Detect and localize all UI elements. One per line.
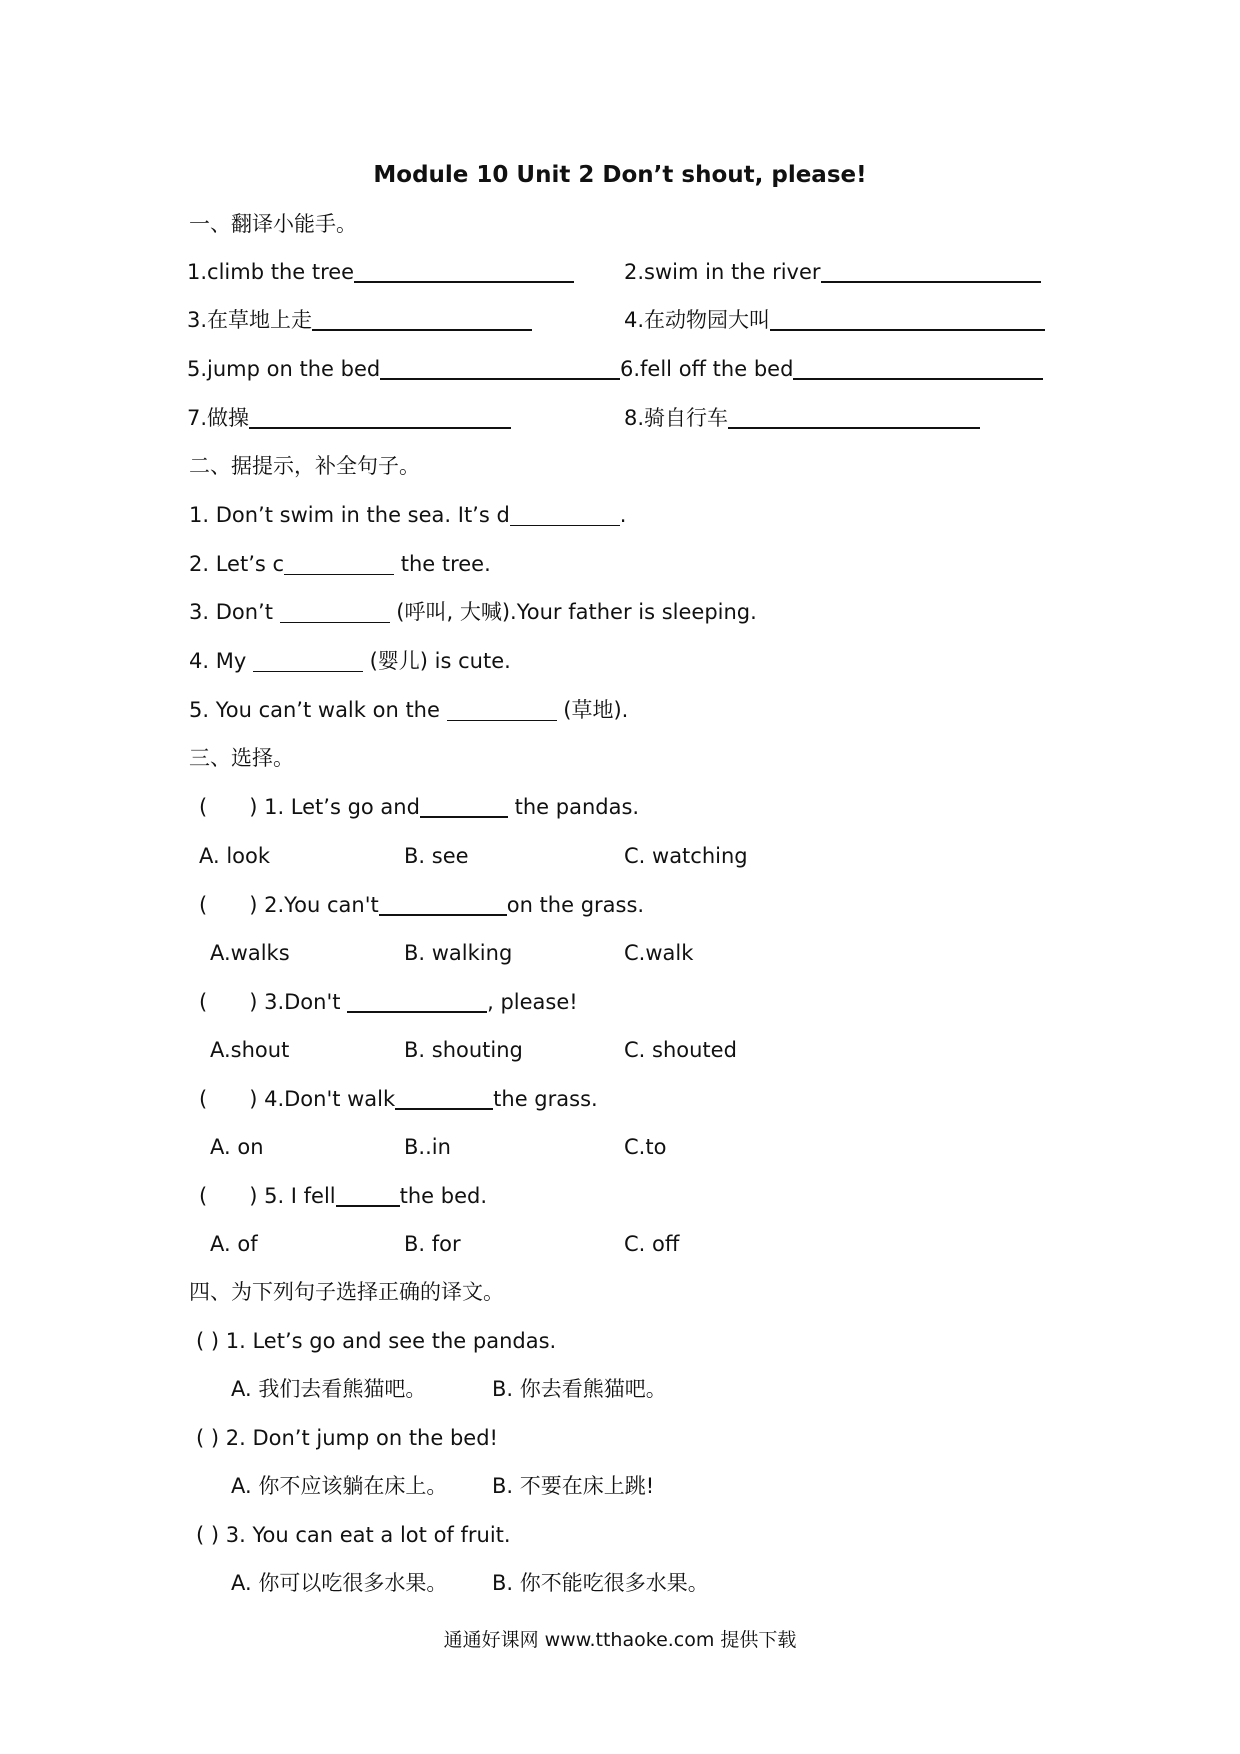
s1-item-4-text: 4.在动物园大叫 <box>624 308 771 332</box>
s3-q5-option-c: C. off <box>624 1232 680 1256</box>
s1-item-7-text: 7.做操 <box>187 406 250 430</box>
s1-item-1-text: 1.climb the tree <box>187 260 355 284</box>
s3-q2-option-a: A.walks <box>210 941 290 965</box>
s1-item-8-blank[interactable] <box>728 405 980 429</box>
s3-question-5 <box>199 1181 487 1211</box>
s2-item-3-blank[interactable] <box>280 600 390 623</box>
s2-item-1-post: . <box>619 503 627 527</box>
page-title: Module 10 Unit 2 Don’t shout, please! <box>373 162 867 188</box>
s1-item-3-text: 3.在草地上走 <box>187 308 313 332</box>
s4-q1-option-b: B. 你去看熊猫吧。 <box>492 1377 667 1401</box>
section-3-heading: 三、选择。 <box>189 746 294 770</box>
s3-q2-post: on the grass. <box>506 893 645 917</box>
section-4-heading: 四、为下列句子选择正确的译文。 <box>189 1280 504 1304</box>
s1-item-5 <box>187 354 620 384</box>
s4-q2-option-a: A. 你不应该躺在床上。 <box>231 1474 448 1498</box>
s3-q4-option-a: A. on <box>210 1135 264 1159</box>
s3-question-1 <box>199 792 639 822</box>
s4-question-2 <box>196 1423 498 1453</box>
s2-item-1-blank[interactable] <box>510 503 620 526</box>
s3-q5-post: the bed. <box>399 1184 488 1208</box>
s2-item-4-pre: 4. My <box>189 649 253 673</box>
s3-q1-option-b: B. see <box>404 844 469 868</box>
s3-q3-option-c: C. shouted <box>624 1038 737 1062</box>
s4-question-3 <box>196 1520 511 1550</box>
s1-item-3 <box>187 305 532 335</box>
s3-q1-post: the pandas. <box>507 795 640 819</box>
s3-q4-pre: 4.Don't walk <box>264 1087 396 1111</box>
s3-q3-option-b: B. shouting <box>404 1038 523 1062</box>
s1-item-5-blank[interactable] <box>380 356 620 380</box>
s1-item-4 <box>624 305 1045 335</box>
s3-q4-option-c: C.to <box>624 1135 667 1159</box>
s2-item-2-blank[interactable] <box>284 552 394 575</box>
s1-item-5-text: 5.jump on the bed <box>187 357 381 381</box>
s2-item-4 <box>189 646 511 676</box>
s3-q5-blank <box>336 1183 400 1207</box>
s3-q3-blank <box>347 989 487 1013</box>
s3-q4-post: the grass. <box>493 1087 598 1111</box>
s1-item-1-blank[interactable] <box>354 259 574 283</box>
s2-item-4-blank[interactable] <box>253 649 363 672</box>
s1-item-2-blank[interactable] <box>821 259 1041 283</box>
s3-q3-post: , please! <box>487 990 578 1014</box>
s1-item-2-text: 2.swim in the river <box>624 260 821 284</box>
page-footer: 通通好课网 www.tthaoke.com 提供下载 <box>443 1629 797 1651</box>
s1-item-7-blank[interactable] <box>249 405 511 429</box>
s2-item-2-pre: 2. Let’s c <box>189 552 285 576</box>
s3-q3-answer-parens[interactable]: ( ) <box>199 990 258 1014</box>
s2-item-5-blank[interactable] <box>447 698 557 721</box>
s2-item-2 <box>189 549 491 579</box>
section-2-heading: 二、据提示，补全句子。 <box>189 454 420 478</box>
s3-q4-answer-parens[interactable]: ( ) <box>199 1087 258 1111</box>
s2-item-5-pre: 5. You can’t walk on the <box>189 698 447 722</box>
s3-q1-option-c: C. watching <box>624 844 748 868</box>
s4-q1-option-a: A. 我们去看熊猫吧。 <box>231 1377 427 1401</box>
s4-q3-option-b: B. 你不能吃很多水果。 <box>492 1571 709 1595</box>
s3-q2-pre: 2.You can't <box>264 893 379 917</box>
s2-item-3 <box>189 597 757 627</box>
s3-q3-pre: 3.Don't <box>264 990 348 1014</box>
s4-q3-answer-parens[interactable]: ( ) <box>196 1523 220 1547</box>
section-1-heading: 一、翻译小能手。 <box>189 212 357 236</box>
s4-q3-option-a: A. 你可以吃很多水果。 <box>231 1571 448 1595</box>
s1-item-6-text: 6.fell off the bed <box>620 357 794 381</box>
s1-item-8 <box>624 403 980 433</box>
s3-q5-option-b: B. for <box>404 1232 461 1256</box>
s4-q2-text: 2. Don’t jump on the bed! <box>225 1426 498 1450</box>
s1-item-4-blank[interactable] <box>770 307 1045 331</box>
s3-question-3 <box>199 987 578 1017</box>
s2-item-3-post: (呼叫, 大喊).Your father is sleeping. <box>389 600 757 624</box>
s1-item-6-blank[interactable] <box>793 356 1043 380</box>
s3-q5-option-a: A. of <box>210 1232 258 1256</box>
s3-q1-blank <box>420 794 508 818</box>
s3-q5-answer-parens[interactable]: ( ) <box>199 1184 258 1208</box>
s2-item-4-post: (婴儿) is cute. <box>362 649 511 673</box>
s2-item-5-post: (草地). <box>556 698 629 722</box>
s3-q2-blank <box>379 892 507 916</box>
s3-question-2 <box>199 890 644 920</box>
s4-q1-answer-parens[interactable]: ( ) <box>196 1329 220 1353</box>
s3-q2-option-b: B. walking <box>404 941 513 965</box>
s1-item-8-text: 8.骑自行车 <box>624 406 729 430</box>
s4-question-1 <box>196 1326 556 1356</box>
s2-item-3-pre: 3. Don’t <box>189 600 280 624</box>
s4-q3-text: 3. You can eat a lot of fruit. <box>225 1523 511 1547</box>
s2-item-5 <box>189 695 628 725</box>
s2-item-1-pre: 1. Don’t swim in the sea. It’s d <box>189 503 510 527</box>
s4-q2-option-b: B. 不要在床上跳! <box>492 1474 655 1498</box>
s2-item-2-post: the tree. <box>394 552 491 576</box>
s1-item-3-blank[interactable] <box>312 307 532 331</box>
s3-question-4 <box>199 1084 598 1114</box>
s3-q2-option-c: C.walk <box>624 941 694 965</box>
s1-item-7 <box>187 403 511 433</box>
s3-q2-answer-parens[interactable]: ( ) <box>199 893 258 917</box>
s3-q3-option-a: A.shout <box>210 1038 290 1062</box>
s3-q1-pre: 1. Let’s go and <box>264 795 420 819</box>
s3-q4-blank <box>395 1086 493 1110</box>
s1-item-1 <box>187 257 574 287</box>
s1-item-6 <box>620 354 1043 384</box>
s4-q1-text: 1. Let’s go and see the pandas. <box>225 1329 557 1353</box>
s3-q4-option-b: B..in <box>404 1135 451 1159</box>
s1-item-2 <box>624 257 1041 287</box>
s3-q5-pre: 5. I fell <box>264 1184 336 1208</box>
s3-q1-answer-parens[interactable]: ( ) <box>199 795 258 819</box>
s3-q1-option-a: A. look <box>199 844 271 868</box>
s2-item-1 <box>189 500 626 530</box>
s4-q2-answer-parens[interactable]: ( ) <box>196 1426 220 1450</box>
